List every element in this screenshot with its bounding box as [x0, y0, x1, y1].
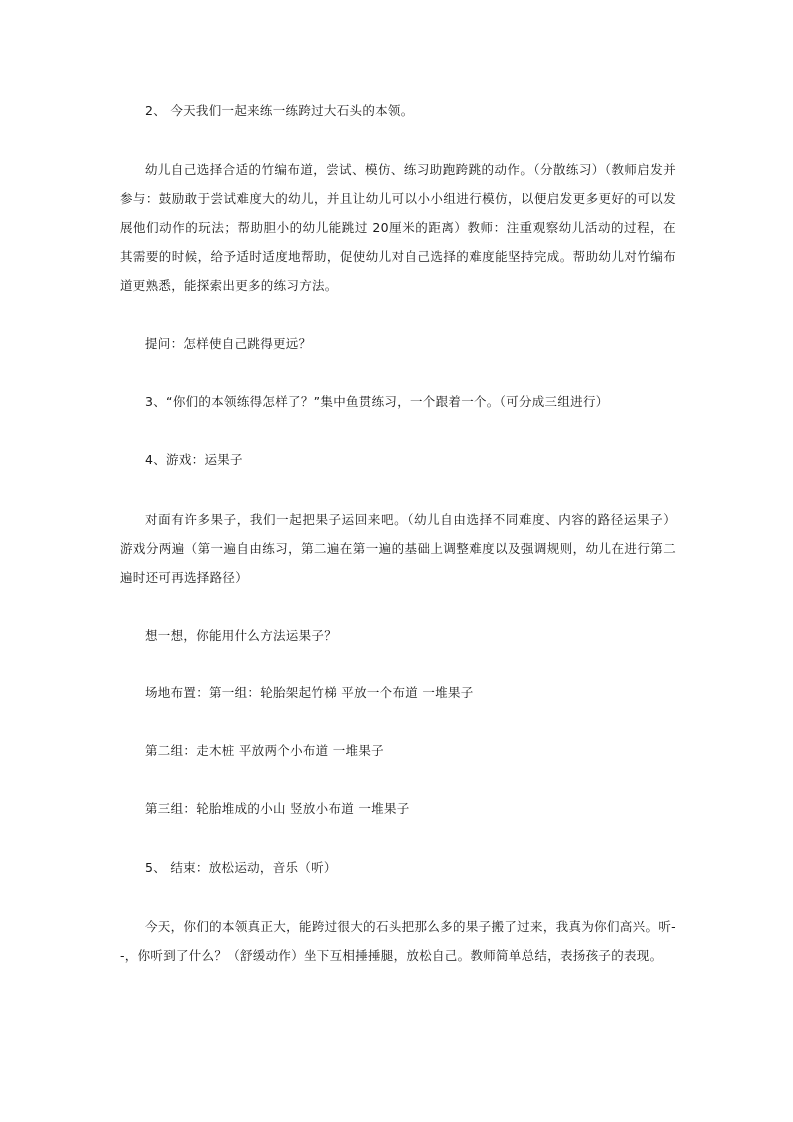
paragraph-closing: 今天，你们的本领真正大，能跨过很大的石头把那么多的果子搬了过来，我真为你们高兴。听--，你听到了什么？（舒缓动作）坐下互相捶捶腿，放松自己。教师简单总结，表扬孩子的表现。	[120, 919, 676, 963]
paragraph-question: 提问：怎样使自己跳得更远？	[145, 336, 312, 351]
paragraph-group-2: 第二组：走木桩 平放两个小布道 一堆果子	[145, 743, 384, 758]
paragraph-group-3: 第三组：轮胎堆成的小山 竖放小布道 一堆果子	[145, 801, 410, 816]
paragraph-step-3: 3、“你们的本领练得怎样了？”集中鱼贯练习，一个跟着一个。（可分成三组进行）	[145, 394, 609, 409]
paragraph-practice: 幼儿自己选择合适的竹编布道，尝试、模仿、练习助跑跨跳的动作。（分散练习）（教师启发并参与：鼓励敢于尝试难度大的幼儿，并且让幼儿可以小小组进行模仿，以便启发更多更好的可以发展他们动作的玩法；帮助胆小的幼儿能跳过 20厘米的距离）教师：注重观察幼儿活动的过程，在其需要的时候，给予适时适度地帮助，促使幼儿对自己选择的难度能坚持完成。帮助幼儿对竹编布道更熟悉，能探索出更多的练习方法。	[120, 162, 676, 293]
paragraph-step-2: 2、 今天我们一起来练一练跨过大石头的本领。	[145, 103, 414, 118]
paragraph-game: 对面有许多果子，我们一起把果子运回来吧。（幼儿自由选择不同难度、内容的路径运果子）游戏分两遍（第一遍自由练习，第二遍在第一遍的基础上调整难度以及强调规则，幼儿在进行第二遍时还可再选择路径）	[120, 512, 676, 585]
paragraph-step-5: 5、 结束：放松运动，音乐（听）	[145, 860, 337, 875]
paragraph-group-1: 场地布置：第一组：轮胎架起竹梯 平放一个布道 一堆果子	[145, 685, 474, 700]
paragraph-step-4: 4、游戏：运果子	[145, 452, 243, 467]
paragraph-think: 想一想，你能用什么方法运果子？	[145, 628, 338, 643]
